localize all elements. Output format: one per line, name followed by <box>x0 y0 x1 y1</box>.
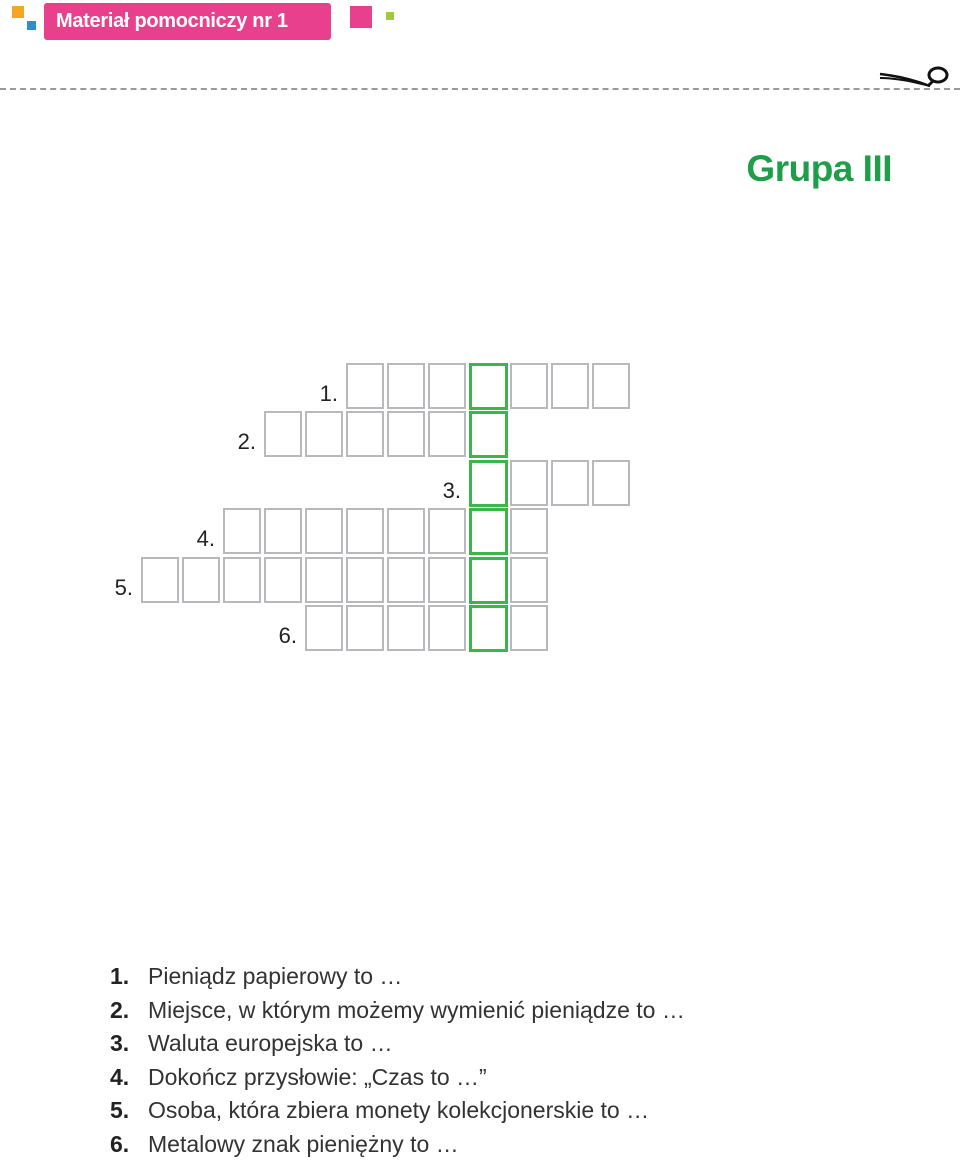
clue-number: 2. <box>110 994 148 1028</box>
clue-item <box>110 1128 685 1161</box>
clue-text: Osoba, która zbiera monety kolekcjonerskie to … <box>148 1097 649 1123</box>
solution-cell[interactable] <box>469 605 508 652</box>
clue-number: 6. <box>110 1128 148 1161</box>
crossword-cell[interactable] <box>305 605 343 651</box>
crossword-cell[interactable] <box>510 605 548 651</box>
decorative-square-blue <box>27 21 36 30</box>
crossword-cell[interactable] <box>510 460 548 506</box>
clue-item <box>110 960 685 994</box>
clue-text: Pieniądz papierowy to … <box>148 963 402 989</box>
crossword-cell[interactable] <box>510 557 548 603</box>
crossword-cell[interactable] <box>346 363 384 409</box>
crossword-cell[interactable] <box>428 557 466 603</box>
crossword-cell[interactable] <box>387 363 425 409</box>
crossword-cell[interactable] <box>428 605 466 651</box>
crossword-cell[interactable] <box>387 508 425 554</box>
clue-text: Metalowy znak pieniężny to … <box>148 1131 459 1157</box>
crossword-cell[interactable] <box>428 508 466 554</box>
clue-text: Dokończ przysłowie: „Czas to …” <box>148 1064 487 1090</box>
solution-cell[interactable] <box>469 460 508 507</box>
clue-number-label: 5. <box>83 575 133 601</box>
crossword-cell[interactable] <box>428 363 466 409</box>
clue-number: 3. <box>110 1027 148 1061</box>
crossword-cell[interactable] <box>387 605 425 651</box>
clue-number-label: 1. <box>288 381 338 407</box>
clue-number: 4. <box>110 1061 148 1095</box>
clue-item <box>110 1061 685 1095</box>
crossword-cell[interactable] <box>223 508 261 554</box>
crossword-cell[interactable] <box>305 508 343 554</box>
crossword-cell[interactable] <box>387 411 425 457</box>
clue-number-label: 3. <box>411 478 461 504</box>
decorative-square-green <box>386 12 394 20</box>
solution-cell[interactable] <box>469 363 508 410</box>
clue-item <box>110 1094 685 1128</box>
clue-number-label: 2. <box>206 429 256 455</box>
crossword-cell[interactable] <box>551 460 589 506</box>
clue-list <box>110 960 685 1161</box>
material-badge: Materiał pomocniczy nr 1 <box>44 3 331 40</box>
crossword-cell[interactable] <box>346 605 384 651</box>
clue-text: Miejsce, w którym możemy wymienić pieniądze to … <box>148 997 685 1023</box>
clue-number: 1. <box>110 960 148 994</box>
group-title: Grupa III <box>746 148 892 190</box>
clue-number: 5. <box>110 1094 148 1128</box>
solution-cell[interactable] <box>469 557 508 604</box>
crossword-cell[interactable] <box>305 557 343 603</box>
crossword-cell[interactable] <box>510 508 548 554</box>
crossword-cell[interactable] <box>182 557 220 603</box>
clue-item <box>110 994 685 1028</box>
scissors-icon <box>878 64 954 92</box>
clue-number-label: 6. <box>247 623 297 649</box>
crossword-cell[interactable] <box>264 557 302 603</box>
crossword-cell[interactable] <box>592 363 630 409</box>
decorative-square-pink <box>350 6 372 28</box>
crossword-cell[interactable] <box>264 508 302 554</box>
solution-cell[interactable] <box>469 508 508 555</box>
crossword-cell[interactable] <box>592 460 630 506</box>
crossword-cell[interactable] <box>223 557 261 603</box>
clue-item <box>110 1027 685 1061</box>
crossword-cell[interactable] <box>305 411 343 457</box>
crossword-cell[interactable] <box>428 411 466 457</box>
crossword-cell[interactable] <box>346 411 384 457</box>
clue-text: Waluta europejska to … <box>148 1030 393 1056</box>
crossword-cell[interactable] <box>346 557 384 603</box>
crossword-cell[interactable] <box>510 363 548 409</box>
crossword-cell[interactable] <box>387 557 425 603</box>
crossword-cell[interactable] <box>346 508 384 554</box>
crossword-cell[interactable] <box>551 363 589 409</box>
decorative-square-orange <box>12 6 24 18</box>
clue-number-label: 4. <box>165 526 215 552</box>
crossword-cell[interactable] <box>264 411 302 457</box>
crossword-cell[interactable] <box>141 557 179 603</box>
cut-line <box>0 88 960 90</box>
solution-cell[interactable] <box>469 411 508 458</box>
